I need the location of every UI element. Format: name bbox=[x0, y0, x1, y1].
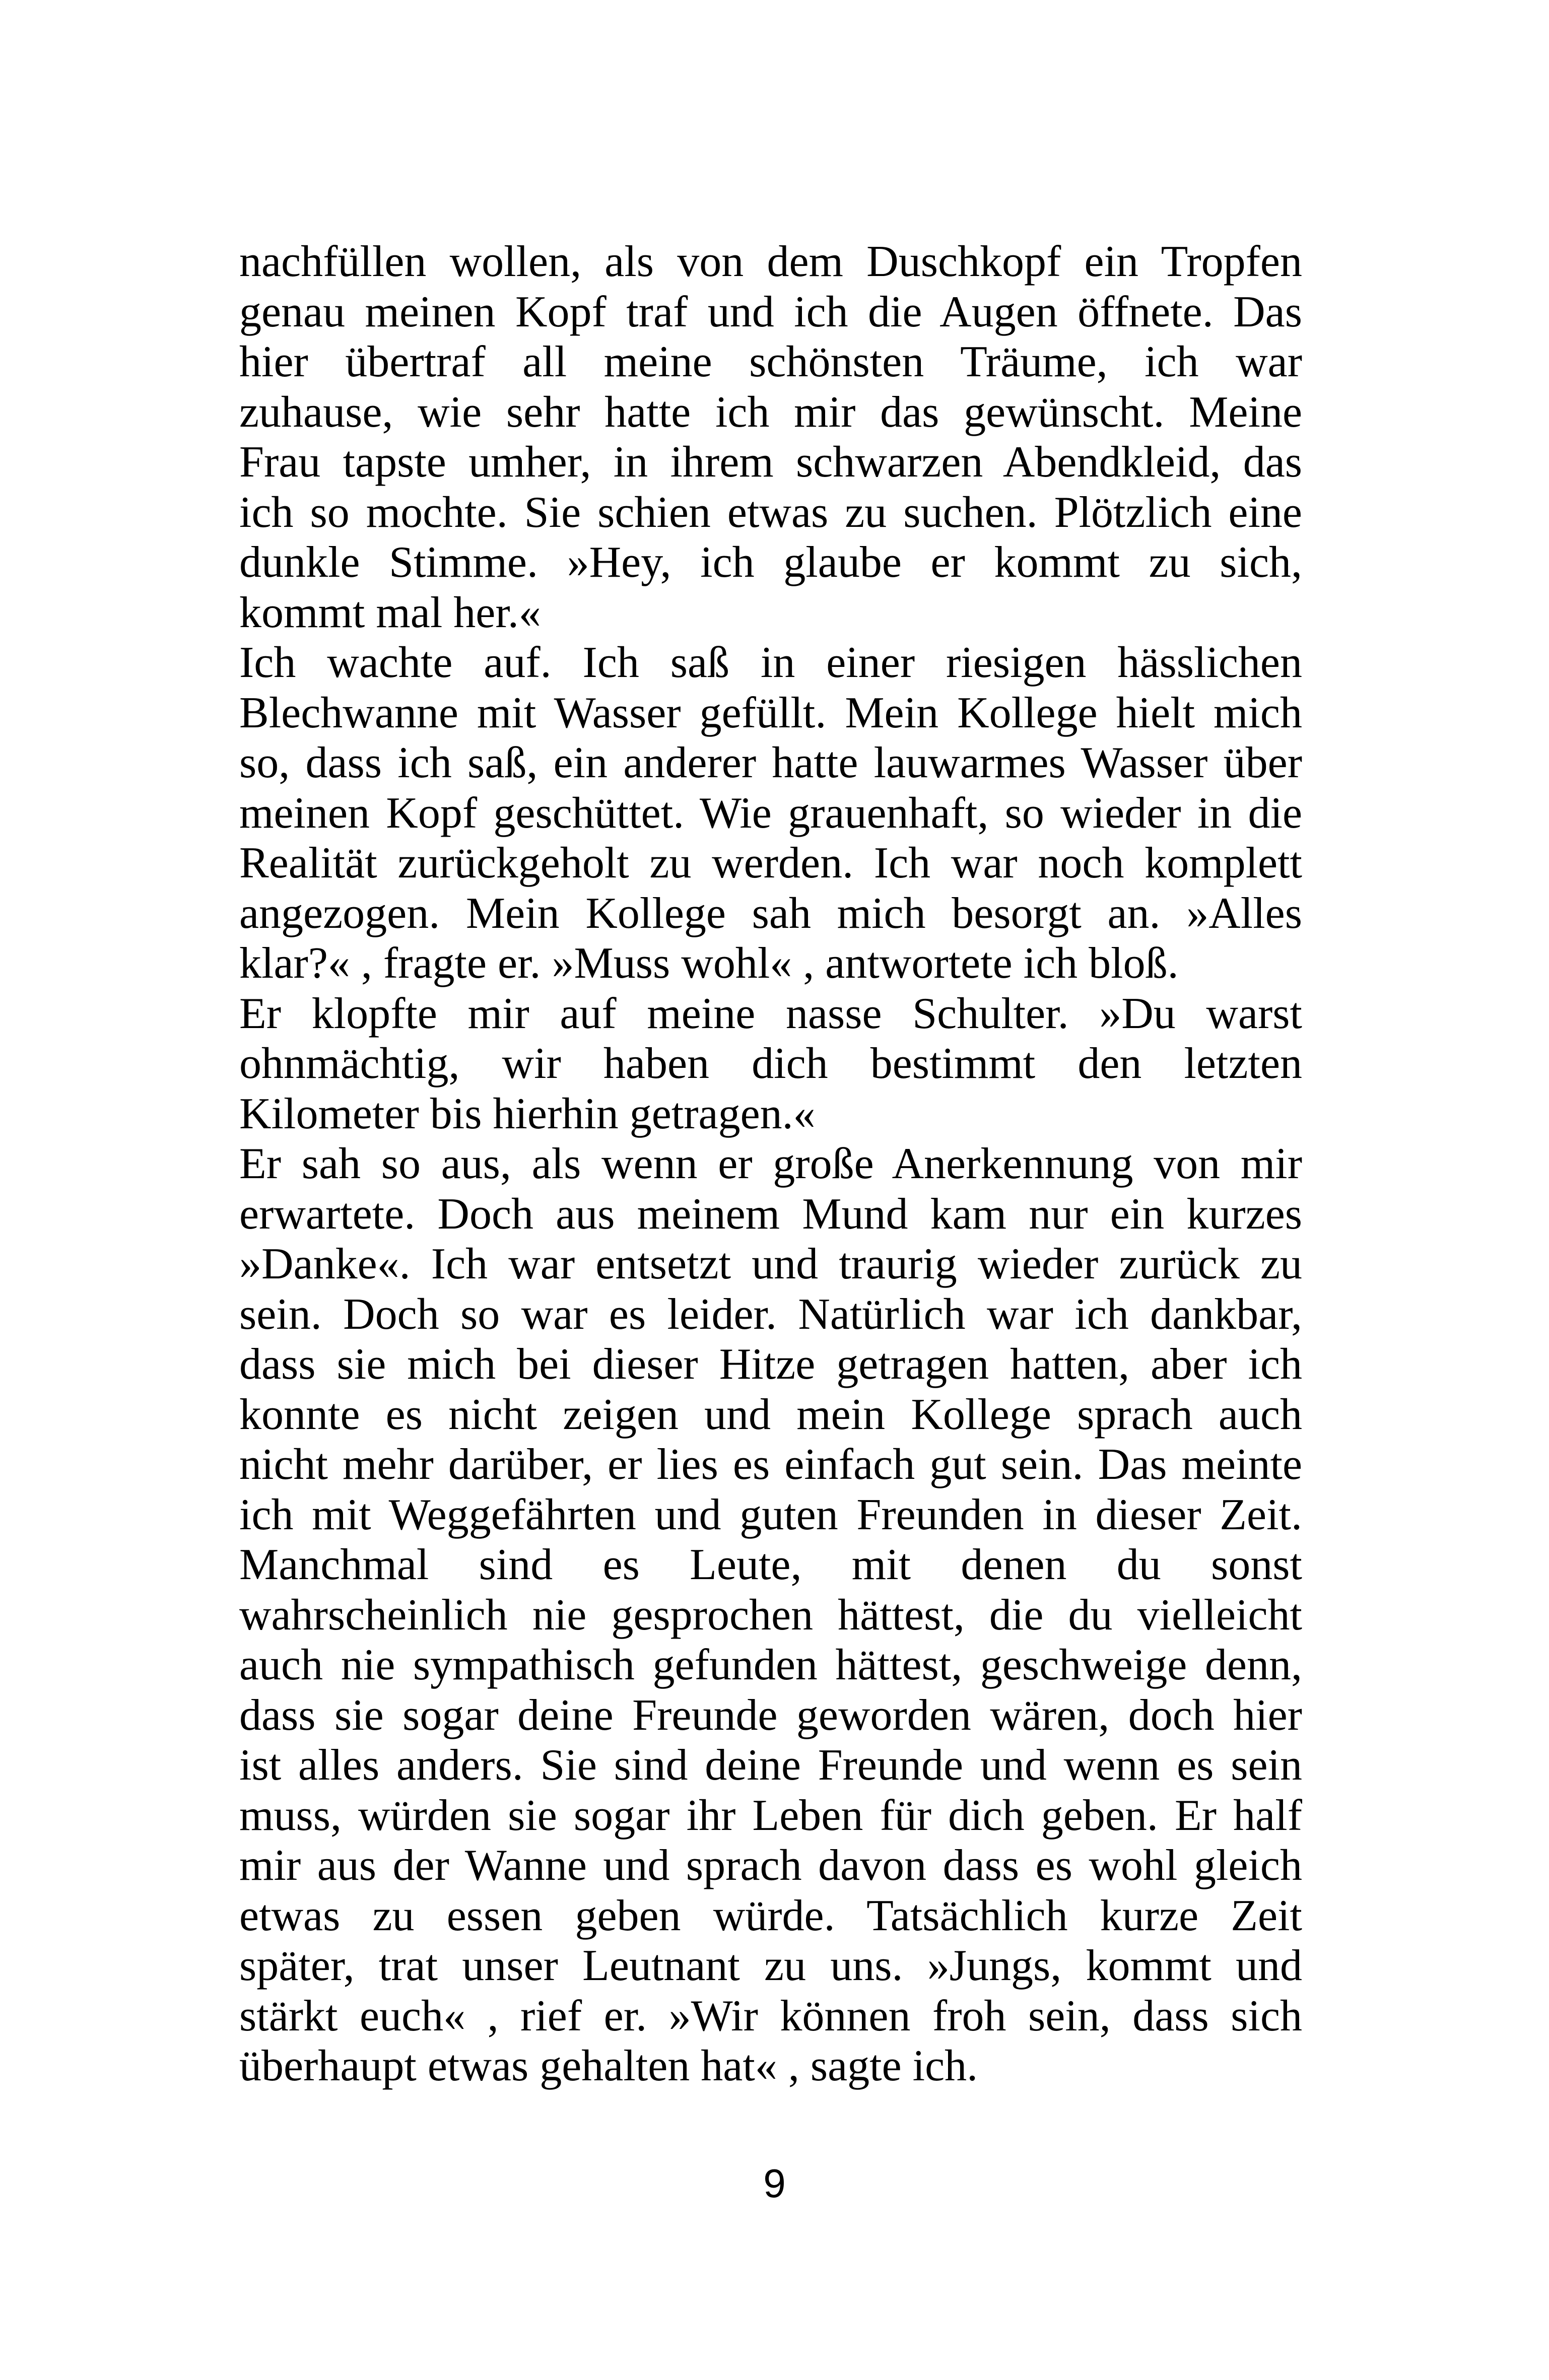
text-line: später, trat unser Leutnant zu uns. »Jungs, kommt und bbox=[239, 1941, 1302, 1990]
text-line: Manchmal sind es Leute, mit denen du sonst bbox=[239, 1540, 1302, 1589]
text-line: auch nie sympathisch gefunden hättest, geschweige denn, bbox=[239, 1641, 1302, 1689]
text-line: hier übertraf all meine schönsten Träume, ich war bbox=[239, 337, 1302, 386]
text-line: muss, würden sie sogar ihr Leben für dich geben. Er half bbox=[239, 1791, 1302, 1840]
text-line: nachfüllen wollen, als von dem Duschkopf ein Tropfen bbox=[239, 237, 1302, 286]
text-line: nicht mehr darüber, er lies es einfach gut sein. Das meinte bbox=[239, 1440, 1302, 1489]
text-line: klar?« , fragte er. »Muss wohl« , antwortete ich bloß. bbox=[239, 939, 1179, 988]
body-text bbox=[239, 237, 1302, 2091]
text-line: genau meinen Kopf traf und ich die Augen öffnete. Das bbox=[239, 287, 1302, 336]
text-line: wahrscheinlich nie gesprochen hättest, die du vielleicht bbox=[239, 1590, 1302, 1640]
text-line: etwas zu essen geben würde. Tatsächlich kurze Zeit bbox=[239, 1891, 1302, 1940]
text-line: Blechwanne mit Wasser gefüllt. Mein Kollege hielt mich bbox=[239, 688, 1302, 737]
text-line: Ich wachte auf. Ich saß in einer riesigen hässlichen bbox=[239, 638, 1302, 687]
text-line: Er sah so aus, als wenn er große Anerkennung von mir bbox=[239, 1139, 1302, 1188]
text-line: ist alles anders. Sie sind deine Freunde und wenn es sein bbox=[239, 1741, 1302, 1790]
text-line: Frau tapste umher, in ihrem schwarzen Abendkleid, das bbox=[239, 438, 1302, 487]
text-line: überhaupt etwas gehalten hat« , sagte ich. bbox=[239, 2042, 978, 2090]
text-line: Er klopfte mir auf meine nasse Schulter. »Du warst bbox=[239, 989, 1302, 1038]
page-number: 9 bbox=[763, 2161, 786, 2206]
text-line: ich mit Weggefährten und guten Freunden in dieser Zeit. bbox=[239, 1490, 1302, 1539]
text-line: ich so mochte. Sie schien etwas zu suchen. Plötzlich eine bbox=[239, 488, 1302, 537]
text-line: so, dass ich saß, ein anderer hatte lauwarmes Wasser über bbox=[239, 738, 1302, 787]
text-line: dass sie sogar deine Freunde geworden wären, doch hier bbox=[239, 1690, 1302, 1740]
text-line: zuhause, wie sehr hatte ich mir das gewünscht. Meine bbox=[239, 387, 1302, 437]
text-line: sein. Doch so war es leider. Natürlich war ich dankbar, bbox=[239, 1289, 1302, 1339]
text-line: »Danke«. Ich war entsetzt und traurig wieder zurück zu bbox=[239, 1240, 1302, 1288]
text-line: mir aus der Wanne und sprach davon dass es wohl gleich bbox=[239, 1841, 1302, 1890]
text-line: kommt mal her.« bbox=[239, 588, 541, 637]
text-line: konnte es nicht zeigen und mein Kollege sprach auch bbox=[239, 1390, 1302, 1439]
text-line: meinen Kopf geschüttet. Wie grauenhaft, so wieder in die bbox=[239, 788, 1302, 838]
text-line: erwartete. Doch aus meinem Mund kam nur ein kurzes bbox=[239, 1189, 1302, 1239]
text-line: Kilometer bis hierhin getragen.« bbox=[239, 1089, 816, 1138]
text-line: angezogen. Mein Kollege sah mich besorgt an. »Alles bbox=[239, 889, 1302, 938]
text-line: dass sie mich bei dieser Hitze getragen hatten, aber ich bbox=[239, 1340, 1302, 1389]
text-line: ohnmächtig, wir haben dich bestimmt den letzten bbox=[239, 1039, 1302, 1088]
text-line: dunkle Stimme. »Hey, ich glaube er kommt zu sich, bbox=[239, 538, 1302, 587]
text-line: Realität zurückgeholt zu werden. Ich war noch komplett bbox=[239, 839, 1302, 888]
text-line: stärkt euch« , rief er. »Wir können froh sein, dass sich bbox=[239, 1991, 1302, 2041]
